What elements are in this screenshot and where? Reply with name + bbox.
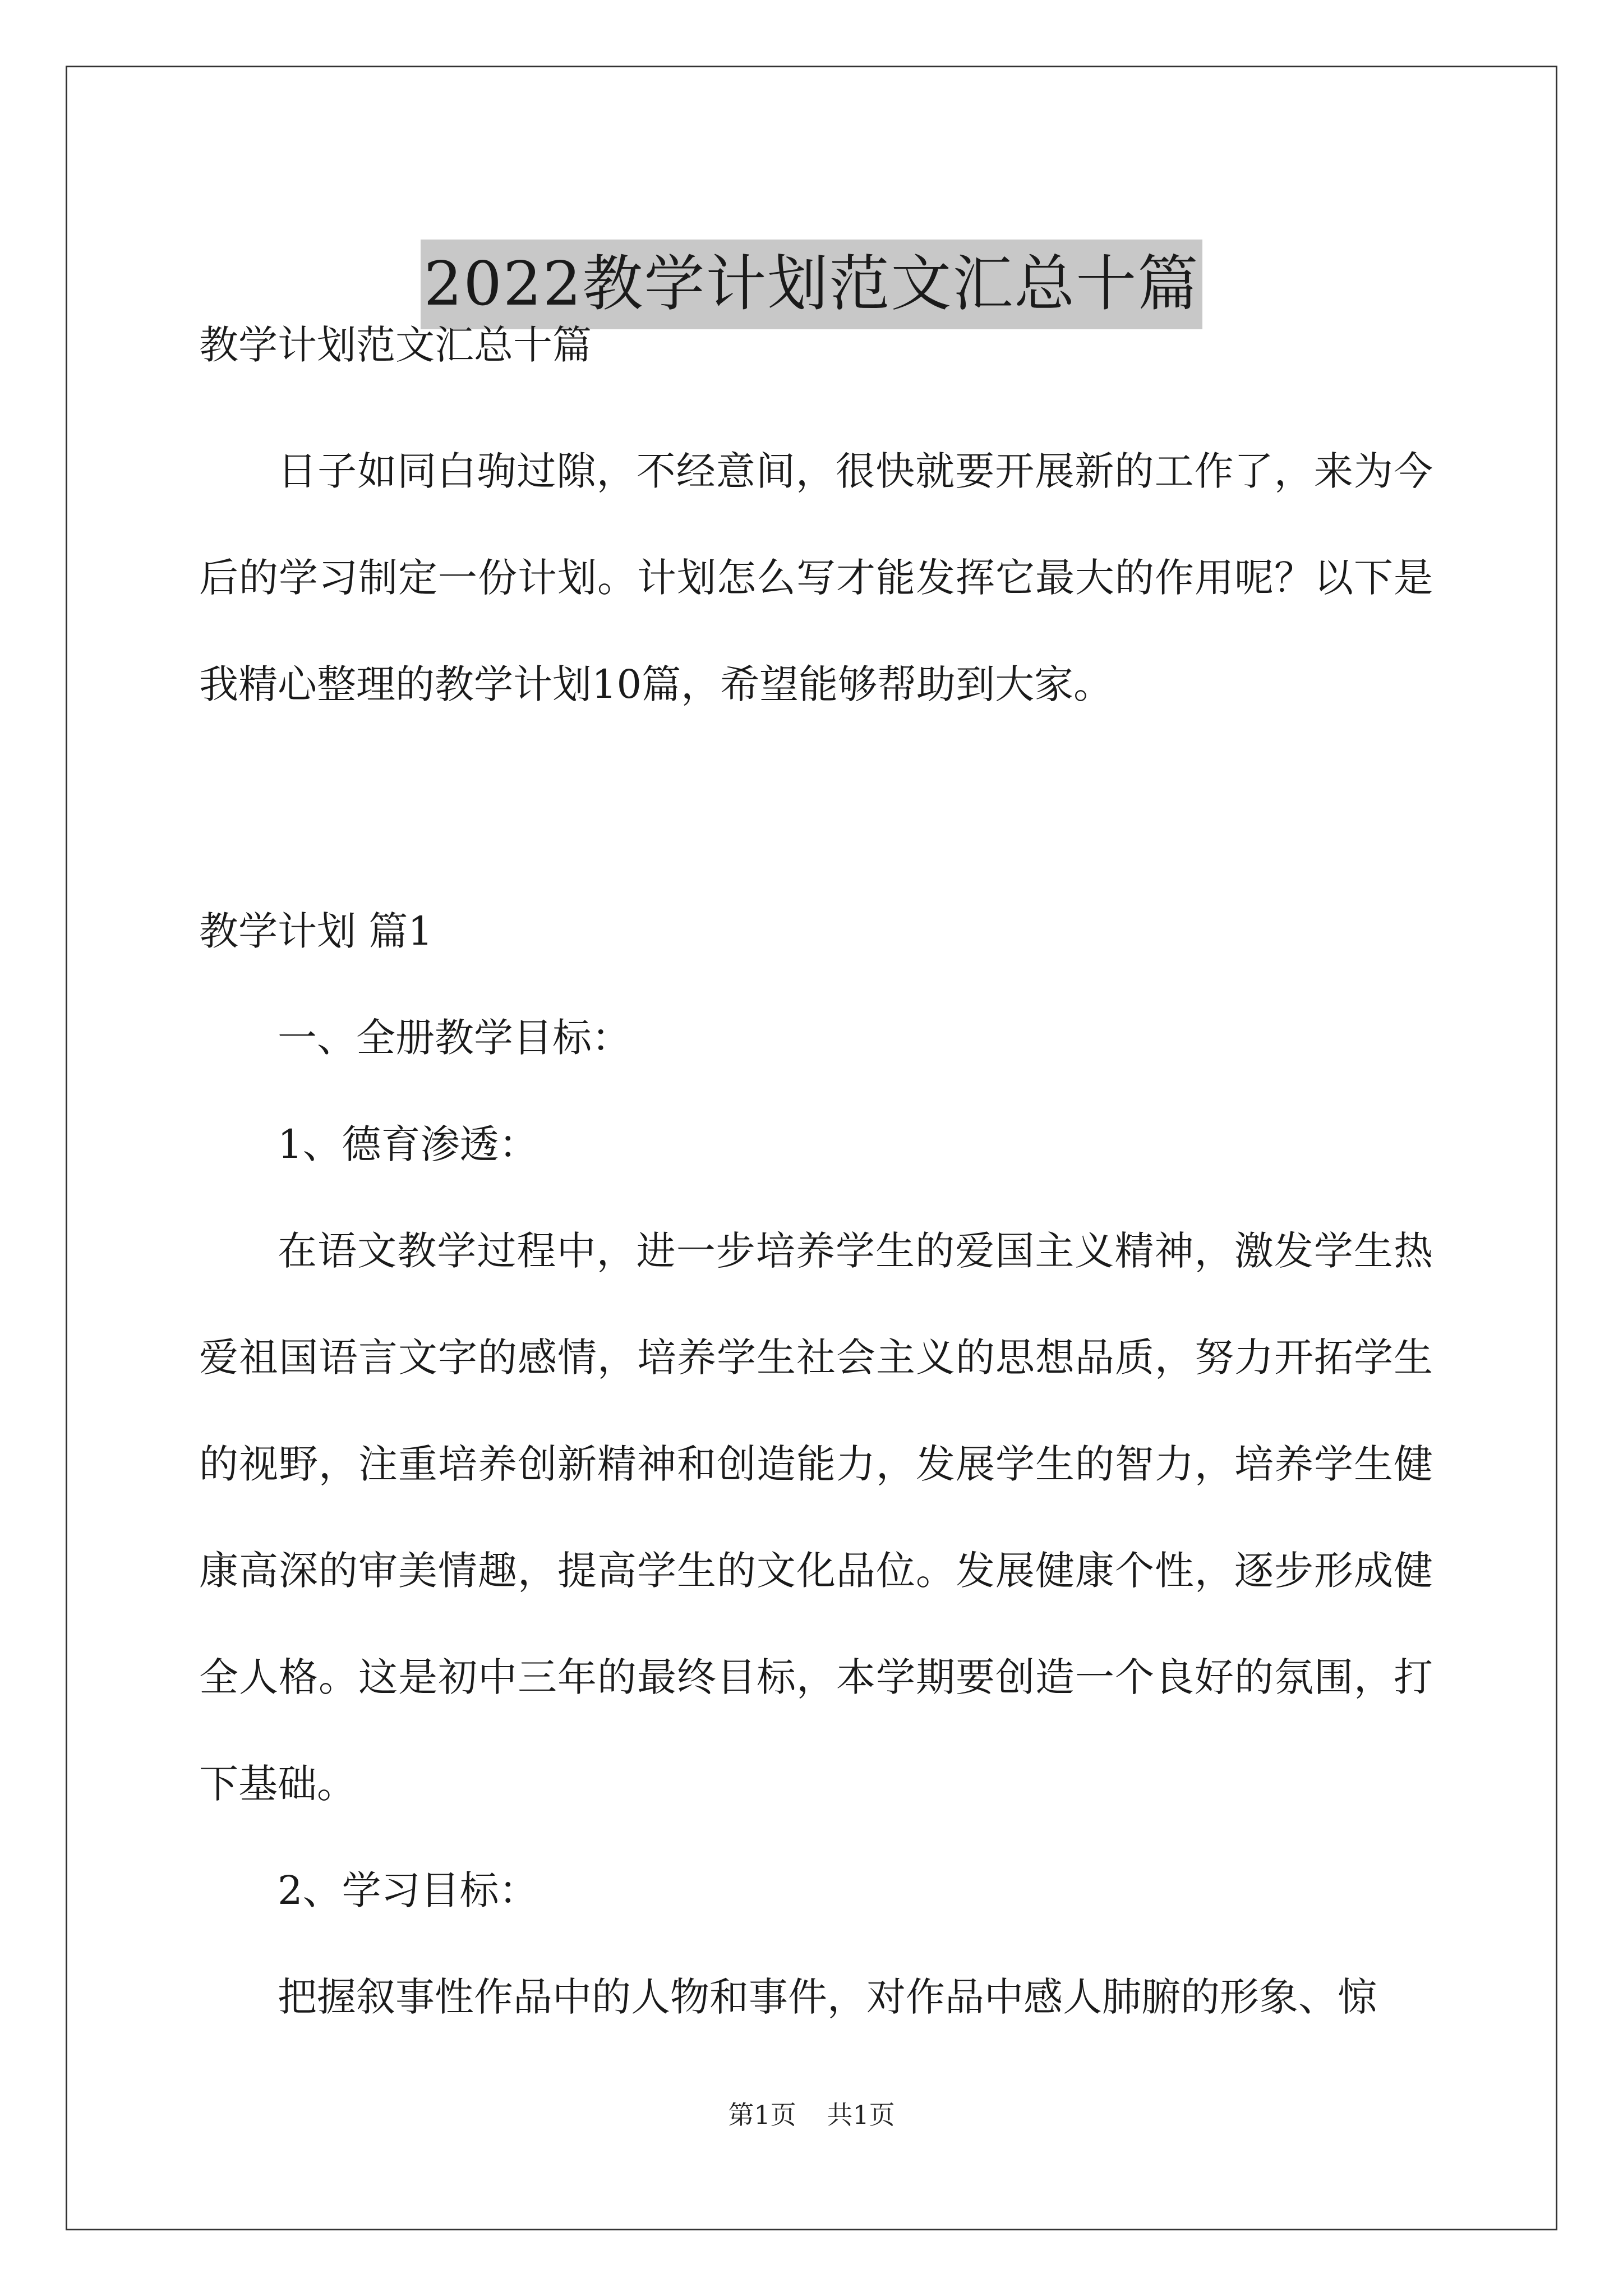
page-total: 共1页	[827, 2100, 895, 2130]
list-item-goals: 一、全册教学目标：	[278, 1015, 631, 1061]
intro-paragraph: 日子如同白驹过隙，不经意间，很快就要开展新的工作了，来为今后的学习制定一份计划。计划怎么写才能发挥它最大的作用呢？以下是我精心整理的教学计划10篇，希望能够帮助到大家。	[199, 448, 1433, 707]
learning-paragraph: 把握叙事性作品中的人物和事件，对作品中感人肺腑的形象、惊	[278, 1974, 1377, 2020]
document-subtitle: 教学计划范文汇总十篇	[199, 322, 592, 368]
moral-paragraph: 在语文教学过程中，进一步培养学生的爱国主义精神，激发学生热爱祖国语言文字的感情，培养学生社会主义的思想品质，努力开拓学生的视野，注重培养创新精神和创造能力，发展学生的智力，培养学生健康高深的审美情趣，提高学生的文化品位。发展健康个性，逐步形成健全人格。这是初中三年的最终目标，本学期要创造一个良好的氛围，打下基础。	[199, 1228, 1433, 1807]
list-item-moral: 1、德育渗透：	[278, 1121, 538, 1167]
document-body	[199, 311, 1433, 2050]
page-footer	[0, 2098, 1623, 2132]
document-title: 2022教学计划范文汇总十篇	[421, 240, 1203, 329]
section-heading: 教学计划 篇1	[199, 908, 433, 954]
list-item-learning: 2、学习目标：	[278, 1867, 538, 1913]
page-number: 第1页	[728, 2100, 796, 2130]
